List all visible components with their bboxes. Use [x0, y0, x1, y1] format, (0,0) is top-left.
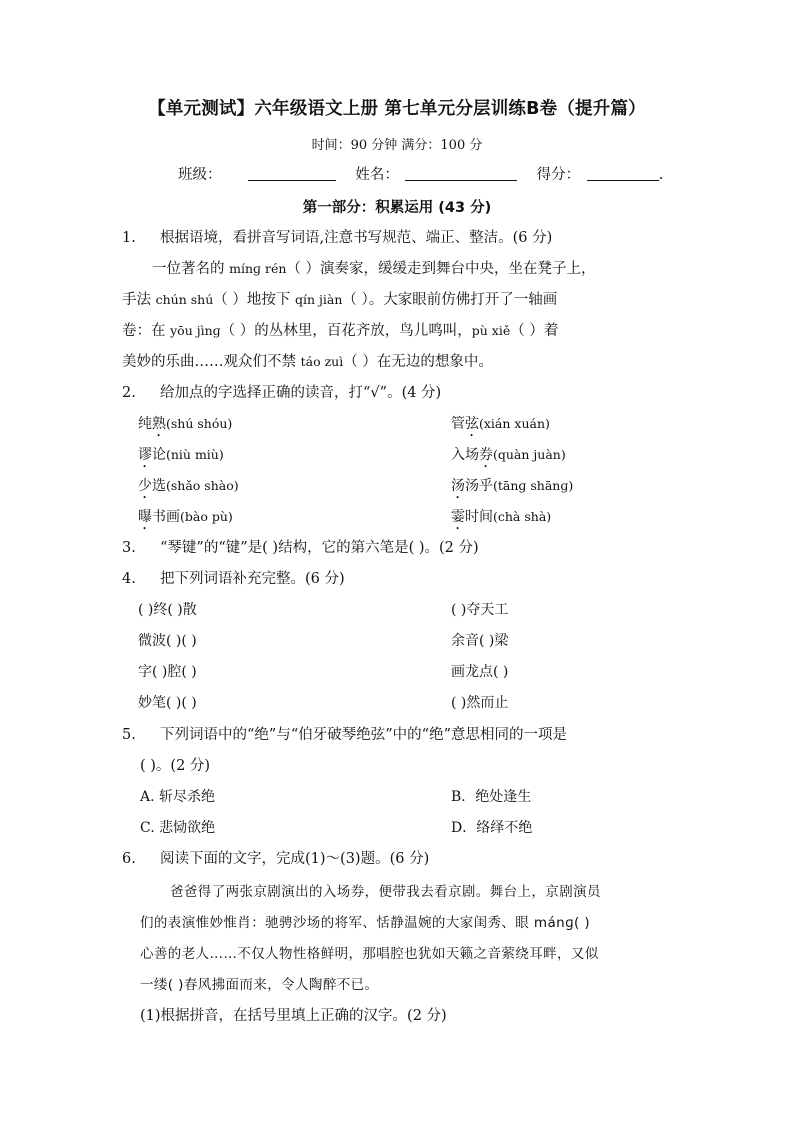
pronunciation-item[interactable]	[138, 414, 232, 440]
dotted-char: 弦	[465, 416, 479, 432]
q1-passage-line	[122, 321, 558, 341]
name-blank[interactable]	[405, 165, 517, 181]
info-end: .	[658, 167, 664, 183]
text: 一位著名的	[152, 261, 230, 277]
idiom-fill-item[interactable]: 字( )腔( )	[138, 664, 197, 680]
answer-blank[interactable]: （ ）演奏家，缓缓走到舞台中央，坐在凳子上，	[286, 261, 596, 277]
idiom-fill-item[interactable]: 微波( )( )	[138, 633, 197, 649]
pinyin: qín jiàn	[294, 292, 343, 307]
question-number: 1.	[122, 230, 136, 246]
pinyin: táo zuì	[300, 354, 344, 369]
pinyin-choice[interactable]: (shǎo shào)	[166, 478, 239, 493]
idiom-fill-item[interactable]: ( )夺天工	[451, 602, 509, 618]
option-c[interactable]: C. 悲恸欲绝	[140, 820, 216, 836]
pinyin-choice[interactable]: (bào pù)	[180, 509, 233, 524]
pinyin-choice[interactable]: (xián xuán)	[479, 416, 550, 431]
class-blank[interactable]	[248, 165, 336, 181]
word-part: 汤乎	[465, 478, 493, 494]
option-d[interactable]: D．络绎不绝	[451, 820, 533, 836]
student-info-row	[178, 163, 663, 184]
question-5-stem	[122, 725, 567, 745]
question-number: 5.	[122, 727, 136, 743]
reading-passage-line: 一缕( )春风拂面而来，令人陶醉不已。	[140, 977, 379, 993]
reading-passage-line: 们的表演惟妙惟肖：驰骋沙场的将军、恬静温婉的大家闺秀、眼 mánɡ( )	[140, 915, 591, 931]
pinyin: yōu jìnɡ	[170, 323, 221, 338]
reading-passage-line: 爸爸得了两张京剧演出的入场券，便带我去看京剧。舞台上，京剧演员	[170, 884, 601, 900]
idiom-fill-item[interactable]: 画龙点( )	[451, 664, 509, 680]
page-title: 【单元测试】六年级语文上册 第七单元分层训练B卷（提升篇）	[148, 99, 646, 119]
pinyin: mínɡ rén	[229, 261, 287, 276]
word-part: 选	[152, 478, 166, 494]
word-part: 时间	[465, 509, 493, 525]
idiom-fill-item[interactable]: 妙笔( )( )	[138, 695, 197, 711]
dotted-char: 少	[138, 478, 152, 494]
answer-blank[interactable]: （ ）。大家眼前仿佛打开了一轴画	[342, 292, 558, 308]
pinyin-choice[interactable]: (chà shà)	[493, 509, 552, 524]
pinyin-choice[interactable]: (quàn juàn)	[493, 447, 566, 462]
section-heading: 第一部分：积累运用 (43 分)	[302, 200, 492, 216]
idiom-fill-item[interactable]: 余音( )梁	[451, 633, 509, 649]
q1-passage-line	[122, 290, 557, 310]
pinyin-choice[interactable]: (tānɡ shānɡ)	[493, 478, 574, 493]
pinyin: chún shú	[155, 292, 214, 307]
pinyin-choice[interactable]: (niù miù)	[166, 447, 224, 462]
word-part: 论	[152, 447, 166, 463]
q1-passage-line	[152, 259, 596, 279]
answer-blank[interactable]: （ ）着	[510, 323, 559, 339]
question-number: 3.	[122, 540, 136, 556]
pronunciation-item[interactable]	[138, 507, 233, 533]
word-part: 入场	[451, 447, 479, 463]
question-1-stem	[122, 228, 552, 248]
question-2-stem	[122, 383, 441, 403]
sub-question-1: (1)根据拼音，在括号里填上正确的汉字。(2 分)	[140, 1008, 447, 1024]
pinyin: pù xiě	[471, 323, 511, 338]
question-3	[122, 538, 479, 558]
idiom-fill-item[interactable]: ( )然而止	[451, 695, 509, 711]
exam-time-score: 时间：90 分钟 满分：100 分	[311, 138, 483, 153]
idiom-fill-item[interactable]: ( )终( )散	[138, 602, 197, 618]
text: 美妙的乐曲……观众们不禁	[122, 354, 301, 370]
dotted-char: 曝	[138, 509, 152, 525]
text: 卷：在	[122, 323, 171, 339]
question-text: 把下列词语补充完整。(6 分)	[160, 571, 345, 587]
pronunciation-item[interactable]	[451, 476, 573, 502]
question-6-stem	[122, 849, 429, 869]
question-number: 6.	[122, 851, 136, 867]
question-number: 2.	[122, 385, 136, 401]
dotted-char: 霎	[451, 509, 465, 525]
reading-passage-line: 心善的老人……不仅人物性格鲜明，那唱腔也犹如天籁之音萦绕耳畔，又似	[140, 946, 599, 962]
score-label: 得分：	[536, 167, 581, 183]
pronunciation-item[interactable]	[138, 476, 239, 502]
pronunciation-item[interactable]	[451, 445, 566, 471]
pinyin-choice[interactable]: (shú shóu)	[166, 416, 233, 431]
question-text: 下列词语中的“绝”与“伯牙破琴绝弦”中的“绝”意思相同的一项是	[160, 727, 567, 743]
q1-passage-line	[122, 352, 493, 372]
class-label: 班级：	[178, 167, 222, 183]
pronunciation-item[interactable]	[451, 414, 550, 440]
pronunciation-item[interactable]	[138, 445, 224, 471]
option-a[interactable]: A. 斩尽杀绝	[140, 789, 216, 805]
question-text[interactable]: “琴键”的“键”是( )结构，它的第六笔是( )。(2 分)	[160, 540, 479, 556]
question-4-stem	[122, 569, 345, 589]
name-label: 姓名：	[355, 167, 399, 183]
answer-blank[interactable]: （ ）的丛林里，百花齐放，鸟儿鸣叫，	[220, 323, 472, 339]
answer-blank[interactable]: （ ）在无边的想象中。	[343, 354, 493, 370]
answer-blank[interactable]: （ ）地按下	[213, 292, 295, 308]
option-b[interactable]: B．绝处逢生	[451, 789, 532, 805]
word-part: 管	[451, 416, 465, 432]
question-text: 阅读下面的文字，完成(1)～(3)题。(6 分)	[160, 851, 430, 867]
question-text: 给加点的字选择正确的读音，打“√”。(4 分)	[160, 385, 442, 401]
score-blank[interactable]	[587, 165, 659, 181]
text: 手法	[122, 292, 156, 308]
dotted-char: 券	[479, 447, 493, 463]
word-part: 纯	[138, 416, 152, 432]
word-part: 书画	[152, 509, 180, 525]
question-text: 根据语境，看拼音写词语,注意书写规范、端正、整洁。(6 分)	[160, 230, 553, 246]
dotted-char: 汤	[451, 478, 465, 494]
question-number: 4.	[122, 571, 136, 587]
dotted-char: 谬	[138, 447, 152, 463]
dotted-char: 熟	[152, 416, 166, 432]
pronunciation-item[interactable]	[451, 507, 551, 533]
question-5-answer-blank[interactable]: ( )。(2 分)	[140, 758, 211, 774]
